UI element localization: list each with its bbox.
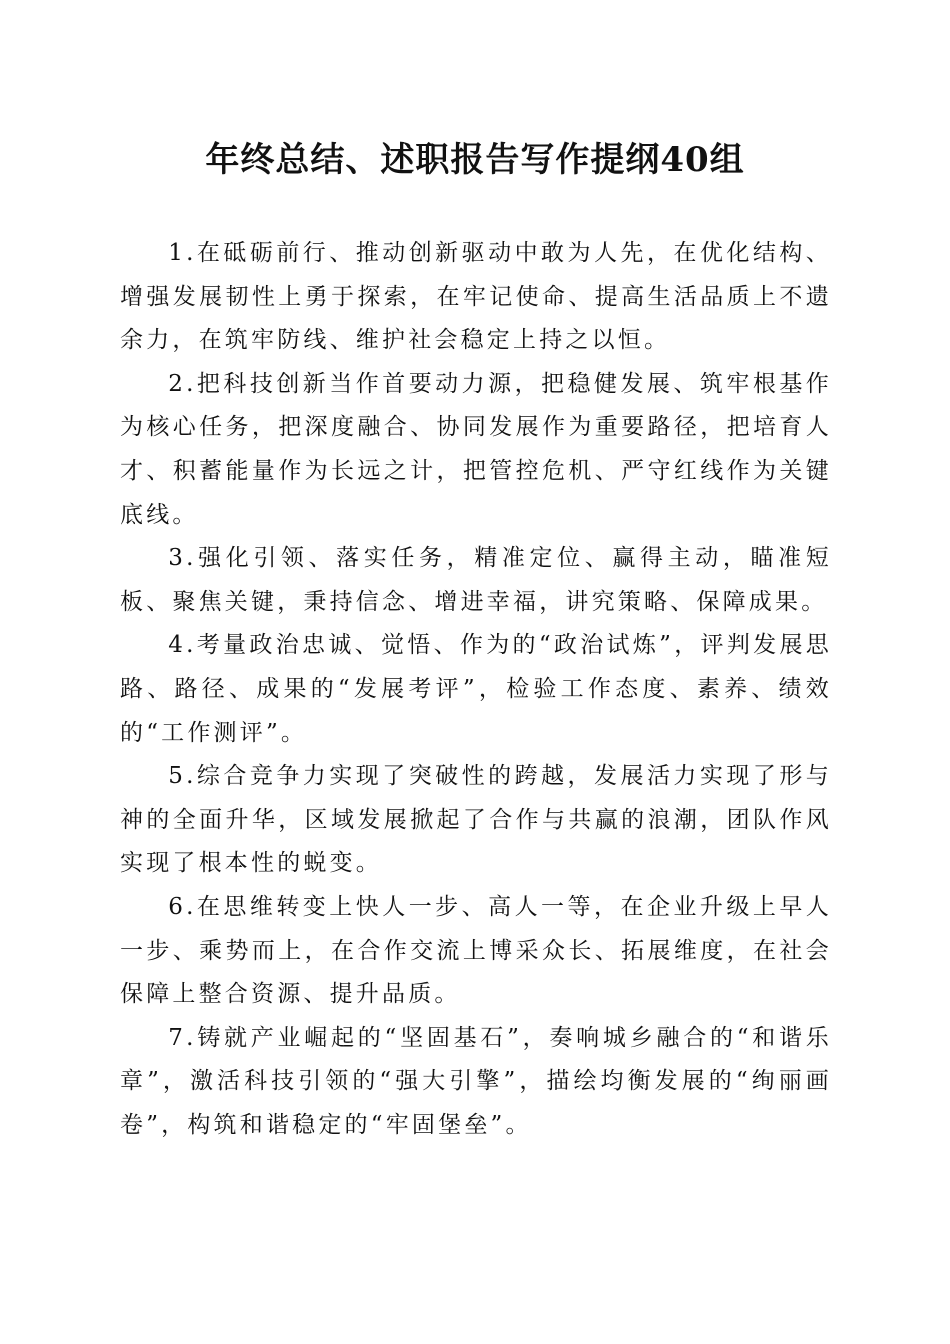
document-body <box>120 232 832 1147</box>
paragraph-3: 3.强化引领、落实任务，精准定位、赢得主动，瞄准短板、聚焦关键，秉持信念、增进幸福，讲究策略、保障成果。 <box>120 545 832 615</box>
paragraph-5: 5.综合竞争力实现了突破性的跨越，发展活力实现了形与神的全面升华，区域发展掀起了合作与共赢的浪潮，团队作风实现了根本性的蜕变。 <box>120 763 832 877</box>
paragraph-2: 2.把科技创新当作首要动力源，把稳健发展、筑牢根基作为核心任务，把深度融合、协同发展作为重要路径，把培育人才、积蓄能量作为长远之计，把管控危机、严守红线作为关键底线。 <box>120 370 832 528</box>
paragraph-6: 6.在思维转变上快人一步、高人一等，在企业升级上早人一步、乘势而上，在合作交流上博采众长、拓展维度，在社会保障上整合资源、提升品质。 <box>120 893 832 1008</box>
paragraph-7: 7.铸就产业崛起的“坚固基石”，奏响城乡融合的“和谐乐章”，激活科技引领的“强大引擎”，描绘均衡发展的“绚丽画卷”，构筑和谐稳定的“牢固堡垒”。 <box>120 1024 832 1138</box>
paragraph-1: 1.在砥砺前行、推动创新驱动中敢为人先，在优化结构、增强发展韧性上勇于探索，在牢记使命、提高生活品质上不遗余力，在筑牢防线、维护社会稳定上持之以恒。 <box>120 240 832 354</box>
document-title: 年终总结、述职报告写作提纲40组 <box>205 140 745 180</box>
paragraph-4: 4.考量政治忠诚、觉悟、作为的“政治试炼”，评判发展思路、路径、成果的“发展考评”，检验工作态度、素养、绩效的“工作测评”。 <box>120 632 832 746</box>
